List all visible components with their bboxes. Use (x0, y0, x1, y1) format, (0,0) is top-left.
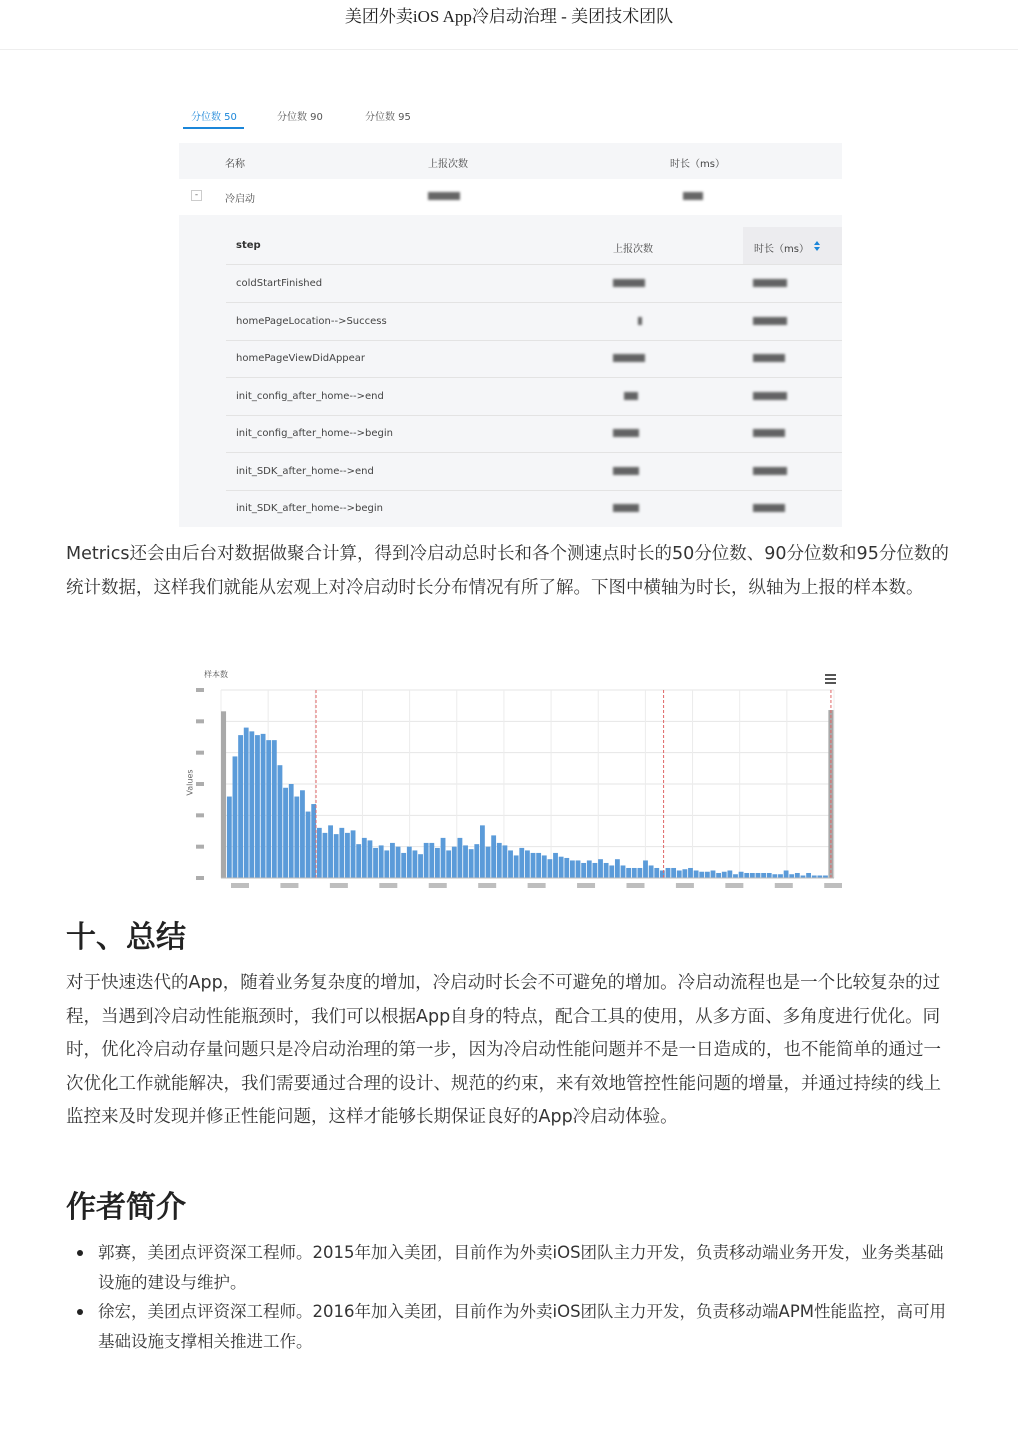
table-row (179, 179, 842, 216)
column-header-duration: 时长（ms） (670, 159, 725, 170)
blurred-tick-label (231, 883, 249, 888)
tab-p95[interactable]: 分位数 95 (365, 112, 411, 123)
chart-bar (401, 853, 406, 878)
chart-bar (294, 797, 299, 878)
chart-bar (570, 860, 575, 878)
active-tab-indicator (183, 127, 244, 129)
paragraph-metrics: Metrics还会由后台对数据做聚合计算，得到冷启动总时长和各个测速点时长的50分位数、90分位数和95分位数的统计数据，这样我们就能从宏观上对冷启动时长分布情况有所了解。下图中横轴为时长，纵轴为上报的样本数。 (66, 544, 949, 598)
chart-bar (716, 873, 721, 878)
chart-bar (502, 845, 507, 878)
blurred-tick-label (196, 876, 204, 880)
chart-bar (677, 870, 682, 878)
column-header-step: step (236, 240, 261, 251)
chart-bar (654, 868, 659, 878)
chart-bar (474, 844, 479, 878)
chart-bar (300, 790, 305, 878)
chart-bar (750, 873, 755, 878)
chart-bar (233, 756, 238, 878)
chart-bar (772, 874, 777, 878)
histogram-figure (179, 660, 842, 895)
chart-bar (480, 825, 485, 878)
chart-bar (604, 863, 609, 878)
chart-bar (621, 865, 626, 878)
chart-bar (272, 740, 277, 878)
chart-bar (255, 735, 260, 878)
chart-bar (694, 870, 699, 878)
chart-bar (463, 845, 468, 878)
column-header-count: 上报次数 (428, 159, 468, 170)
blurred-tick-label (626, 883, 644, 888)
chart-bar (356, 844, 361, 878)
chart-bar (576, 860, 581, 878)
sort-icon[interactable] (814, 241, 820, 251)
chart-bar (682, 869, 687, 878)
section-title-summary: 十、总结 (66, 920, 186, 955)
step-name: coldStartFinished (236, 278, 323, 289)
chart-bar (317, 828, 322, 878)
table-row (226, 415, 842, 453)
blurred-tick-label (196, 719, 204, 723)
chart-bar (508, 850, 513, 878)
chart-bar (289, 784, 294, 878)
chart-bar (739, 872, 744, 878)
blurred-value (753, 317, 787, 328)
chart-bar (429, 843, 434, 878)
tab-p90[interactable]: 分位数 90 (277, 112, 323, 123)
blurred-tick-label (577, 883, 595, 888)
sort-column-duration[interactable] (743, 227, 842, 264)
quantile-tabs (179, 95, 842, 131)
page-title: 美团外卖iOS App冷启动治理 - 美团技术团队 (344, 7, 674, 26)
histogram-plot (179, 660, 842, 895)
blurred-value (624, 392, 638, 403)
step-name: init_SDK_after_home-->end (236, 466, 374, 477)
chart-bar (261, 734, 266, 878)
chart-bar (413, 850, 418, 878)
blurred-value (753, 429, 785, 440)
chart-bar (643, 860, 648, 878)
chart-bar (452, 847, 457, 878)
chart-bar (711, 870, 716, 878)
chart-bar (744, 873, 749, 878)
tab-p50[interactable]: 分位数 50 (191, 112, 237, 123)
chart-bar (547, 859, 552, 878)
chart-bar (446, 850, 451, 878)
chart-bar (328, 825, 333, 878)
blurred-value (753, 504, 785, 515)
blurred-tick-label (196, 782, 204, 786)
chart-bar (390, 843, 395, 878)
chart-bar (339, 828, 344, 878)
column-header-name: 名称 (225, 159, 245, 170)
chart-bar (784, 870, 789, 878)
chart-bar (531, 853, 536, 878)
chart-bar (649, 865, 654, 878)
chart-bar (396, 847, 401, 878)
chart-bar (536, 853, 541, 878)
chart-bar (283, 788, 288, 878)
chart-bar (323, 833, 328, 878)
chart-bar (795, 873, 800, 878)
step-name: init_SDK_after_home-->begin (236, 503, 383, 514)
chart-bar (767, 873, 772, 878)
list-item: 徐宏，美团点评资深工程师。2016年加入美团，目前作为外卖iOS团队主力开发，负责移动端APM性能监控，高可用基础设施支撑相关推进工作。 (66, 1297, 952, 1356)
subtable-header (226, 227, 842, 265)
chart-bar (553, 853, 558, 878)
column-header-step-count: 上报次数 (613, 244, 653, 255)
step-name: init_config_after_home-->begin (236, 428, 393, 439)
chart-bar (424, 843, 429, 878)
step-name: homePageLocation-->Success (236, 316, 387, 327)
chart-bar (238, 735, 243, 878)
chart-bar (609, 865, 614, 878)
chart-bar (542, 855, 547, 878)
chart-bar (666, 868, 671, 878)
blurred-value (753, 279, 787, 290)
y-axis-label: Values (185, 769, 195, 796)
chart-bar (362, 838, 367, 878)
chart-bar (384, 850, 389, 878)
chart-bar (778, 874, 783, 878)
chart-bar (637, 868, 642, 878)
blurred-value (428, 192, 460, 203)
chart-bar (587, 860, 592, 878)
chart-bar (525, 850, 530, 878)
blurred-tick-label (676, 883, 694, 888)
quantile-table-figure (179, 95, 842, 527)
blurred-tick-label (280, 883, 298, 888)
author-list (66, 1238, 952, 1356)
blurred-tick-label (379, 883, 397, 888)
blurred-tick-label (196, 845, 204, 849)
chart-bar (497, 843, 502, 878)
step-subtable (179, 215, 842, 527)
chart-bar (221, 711, 226, 878)
table-row (226, 265, 842, 303)
blurred-value (613, 429, 639, 440)
chart-bar (441, 838, 446, 878)
chart-title: 样本数 (204, 670, 228, 679)
blurred-tick-label (330, 883, 348, 888)
chart-bar (727, 870, 732, 878)
chart-bar (581, 863, 586, 878)
section-title-authors: 作者简介 (66, 1190, 186, 1225)
chart-bar (722, 872, 727, 878)
blurred-value (753, 392, 787, 403)
chart-bar (469, 849, 474, 878)
chart-bar (564, 858, 569, 878)
chart-bar (514, 855, 519, 878)
chart-bar (306, 812, 311, 878)
blurred-value (753, 354, 785, 365)
blurred-tick-label (725, 883, 743, 888)
chart-bar (345, 833, 350, 878)
table-row (226, 303, 842, 341)
chart-bar (789, 874, 794, 878)
table-row (226, 490, 842, 527)
chart-bar (351, 830, 356, 878)
chart-bar (491, 835, 496, 878)
blurred-value (613, 467, 639, 478)
chart-bar (458, 838, 463, 878)
step-name: homePageViewDidAppear (236, 353, 366, 364)
chart-bar (559, 857, 564, 878)
chart-bar (266, 740, 271, 878)
chart-bar (486, 847, 491, 878)
chart-bar (592, 863, 597, 878)
blurred-tick-label (775, 883, 793, 888)
blurred-tick-label (478, 883, 496, 888)
blurred-value (683, 192, 703, 203)
blurred-value (753, 467, 787, 478)
chart-bar (626, 868, 631, 878)
page-header (0, 0, 1018, 50)
chart-bar (615, 859, 620, 878)
table-row (226, 378, 842, 416)
chart-bar (435, 848, 440, 878)
collapse-toggle[interactable]: - (191, 190, 202, 201)
row-name: 冷启动 (225, 194, 255, 205)
chart-bar (368, 840, 373, 878)
chart-bar (227, 797, 232, 878)
chart-bar (699, 872, 704, 878)
step-name: init_config_after_home-->end (236, 391, 384, 402)
chart-bar (705, 872, 710, 878)
chart-bar (278, 765, 283, 878)
paragraph-summary: 对于快速迭代的App，随着业务复杂度的增加，冷启动时长会不可避免的增加。冷启动流程也是一个比较复杂的过程，当遇到冷启动性能瓶颈时，我们可以根据App自身的特点，配合工具的使用，从多方面、多角度进行优化。同时，优化冷启动存量问题只是冷启动治理的第一步，因为冷启动性能问题并不是一日造成的，也不能简单的通过一次优化工作就能解决，我们需要通过合理的设计、规范的约束，来有效地管控性能问题的增量，并通过持续的线上监控来及时发现并修正性能问题，这样才能够长期保证良好的App冷启动体验。 (66, 973, 941, 1127)
chart-bar (756, 873, 761, 878)
table-row (226, 453, 842, 491)
column-header-step-duration: 时长（ms） (754, 244, 809, 255)
chart-bar (688, 868, 693, 878)
blurred-tick-label (196, 813, 204, 817)
blurred-value (613, 354, 645, 365)
chart-bar (519, 848, 524, 878)
blurred-tick-label (429, 883, 447, 888)
blurred-value (638, 317, 642, 328)
table-header (179, 143, 842, 179)
blurred-value (613, 504, 639, 515)
chart-bar (806, 873, 811, 878)
chart-bar (418, 854, 423, 878)
chart-bar (598, 859, 603, 878)
chart-bar (249, 731, 254, 878)
blurred-tick-label (528, 883, 546, 888)
chart-bar (407, 847, 412, 878)
chart-bar (632, 868, 637, 878)
blurred-value (613, 279, 645, 290)
blurred-tick-label (824, 883, 842, 888)
list-item: 郭赛，美团点评资深工程师。2015年加入美团，目前作为外卖iOS团队主力开发，负责移动端业务开发，业务类基础设施的建设与维护。 (66, 1238, 952, 1297)
blurred-tick-label (196, 751, 204, 755)
chart-bar (379, 845, 384, 878)
chart-bar (373, 848, 378, 878)
chart-bar (311, 804, 316, 878)
chart-bar (671, 868, 676, 878)
chart-bar (761, 873, 766, 878)
table-row (226, 340, 842, 378)
chart-bar (334, 834, 339, 878)
chart-bar (733, 874, 738, 878)
chart-bar (244, 728, 249, 878)
blurred-tick-label (196, 688, 204, 692)
